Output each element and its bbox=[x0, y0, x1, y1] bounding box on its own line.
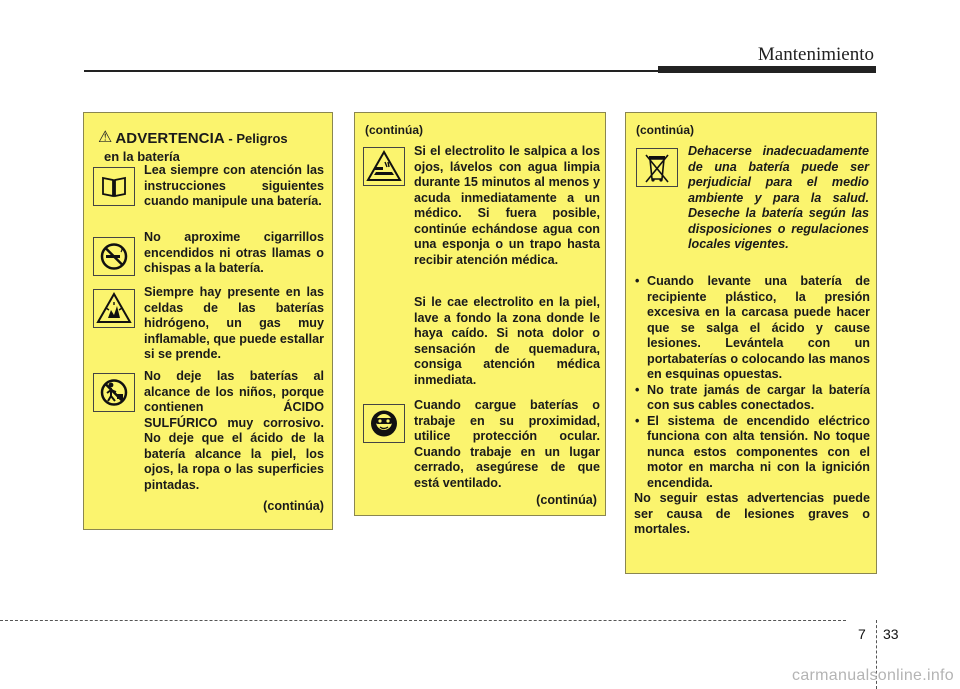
disposal-warning-text: Dehacerse inadecuadamente de una batería puede ser perjudicial para el medio ambiente y para la salud. Deseche la batería según las disposiciones o regulaciones locales vigentes. bbox=[688, 144, 869, 251]
footer-rule bbox=[0, 620, 846, 621]
list-item: • El sistema de encendido eléctrico funciona con alta tensión. No toque nunca estos componentes con el motor en marcha ni con la ignición encendida. bbox=[634, 414, 870, 492]
continue-label: (continúa) bbox=[263, 499, 324, 513]
warning-item-text: Si el electrolito le salpica a los ojos, lávelos con agua limpia durante 15 minutos al menos y acuda inmediatamente a un médico. Si fuera posible, continúe echándose agua con una esponja o un trapo hasta recibir atención médica. bbox=[414, 144, 600, 267]
warning-heading bbox=[98, 127, 288, 164]
eye-protection-icon bbox=[363, 404, 405, 443]
list-item: • Cuando levante una batería de recipiente plástico, la presión excesiva en la carcasa puede hacer que se salga el ácido y cause lesiones. Levántela con un portabaterías o colocando las manos en esquinas opuestas. bbox=[634, 274, 870, 383]
closing-warning: No seguir estas advertencias puede ser causa de lesiones graves o mortales. bbox=[634, 491, 870, 536]
header-rule-thick bbox=[658, 66, 876, 73]
warning-panel-3 bbox=[625, 112, 877, 574]
watermark: carmanualsonline.info bbox=[792, 667, 954, 684]
warning-topic: - Peligros bbox=[224, 131, 288, 146]
page-header-title: Mantenimiento bbox=[757, 44, 874, 65]
warning-item-text: No aproxime cigarrillos encendidos ni otras llamas o chispas a la batería. bbox=[144, 230, 324, 275]
page-number: 33 bbox=[883, 626, 899, 642]
warning-item-text: Si le cae electrolito en la piel, lave a fondo la zona donde le haya caído. Si nota dolor o sensación de quemadura, consiga atención médica inmediata. bbox=[414, 295, 600, 387]
explosion-icon bbox=[93, 289, 135, 328]
chapter-number: 7 bbox=[858, 626, 866, 642]
warning-triangle-icon: ⚠ bbox=[98, 129, 113, 146]
no-smoking-icon bbox=[93, 237, 135, 276]
continued-label: (continúa) bbox=[365, 123, 423, 137]
corrosive-icon bbox=[363, 147, 405, 186]
warning-item-text: No deje las baterías al alcance de los niños, porque contienen ÁCIDO SULFÚRICO muy corrosivo. No deje que el ácido de la batería alcance la piel, los ojos, la ropa o las superficies pintadas. bbox=[144, 369, 324, 492]
keep-away-children-icon bbox=[93, 373, 135, 412]
warning-word: ADVERTENCIA bbox=[115, 130, 225, 147]
warning-item-text: Siempre hay presente en las celdas de las baterías hidrógeno, un gas muy inflamable, que puede estallar si se prende. bbox=[144, 285, 324, 361]
warning-panel-2 bbox=[354, 112, 606, 516]
crossed-bin-icon bbox=[636, 148, 678, 187]
continued-label: (continúa) bbox=[636, 123, 694, 137]
list-item: • No trate jamás de cargar la batería con sus cables conectados. bbox=[634, 383, 870, 414]
warning-topic-line2: en la batería bbox=[104, 149, 180, 164]
warning-item-text: Lea siempre con atención las instrucciones siguientes cuando manipule una batería. bbox=[144, 163, 324, 208]
warning-item-text: Cuando cargue baterías o trabaje en su proximidad, utilice protección ocular. Cuando trabaje en un lugar cerrado, asegúrese de que está ventilado. bbox=[414, 398, 600, 490]
continue-label: (continúa) bbox=[536, 493, 597, 507]
bullet-list bbox=[634, 274, 870, 538]
book-icon bbox=[93, 167, 135, 206]
warning-panel-1 bbox=[83, 112, 333, 530]
